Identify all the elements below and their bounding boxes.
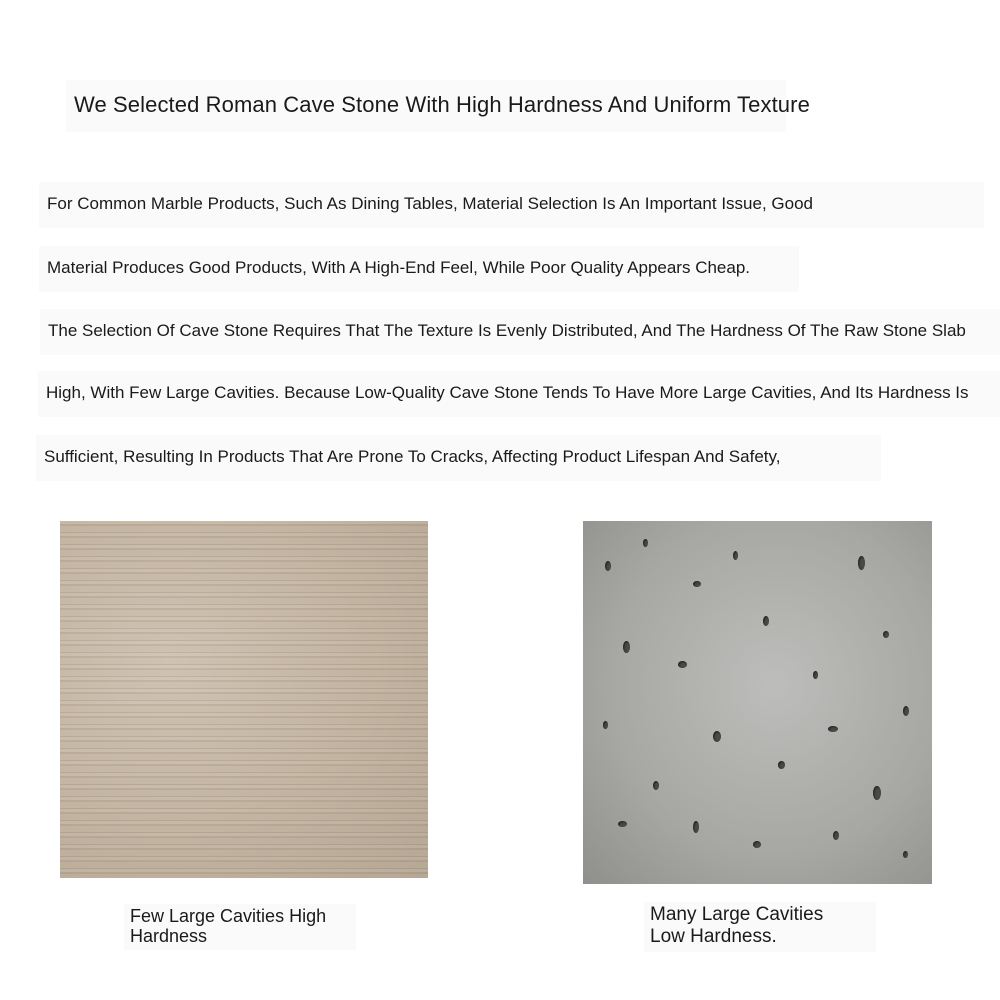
- porous-stone-caption: [644, 902, 876, 952]
- paragraph-line: Material Produces Good Products, With A High-End Feel, While Poor Quality Appears Cheap.: [39, 246, 799, 292]
- caption-line: Few Large Cavities High: [130, 906, 327, 926]
- paragraph-line: High, With Few Large Cavities. Because Low-Quality Cave Stone Tends To Have More Large Cavities, And Its Hardness Is: [38, 371, 1000, 417]
- caption-line: Hardness: [130, 926, 208, 946]
- page-title: We Selected Roman Cave Stone With High Hardness And Uniform Texture: [66, 80, 786, 132]
- porous-stone-image: [583, 521, 932, 884]
- paragraph-line: For Common Marble Products, Such As Dining Tables, Material Selection Is An Important Issue, Good: [39, 182, 984, 228]
- caption-line: Many Large Cavities: [650, 904, 824, 925]
- uniform-stone-caption: [124, 904, 356, 950]
- paragraph-line: Sufficient, Resulting In Products That Are Prone To Cracks, Affecting Product Lifespan And Safety,: [36, 435, 881, 481]
- uniform-stone-image: [60, 521, 428, 878]
- caption-line: Low Hardness.: [650, 926, 777, 947]
- paragraph-line: The Selection Of Cave Stone Requires That The Texture Is Evenly Distributed, And The Hardness Of The Raw Stone Slab: [40, 309, 1000, 355]
